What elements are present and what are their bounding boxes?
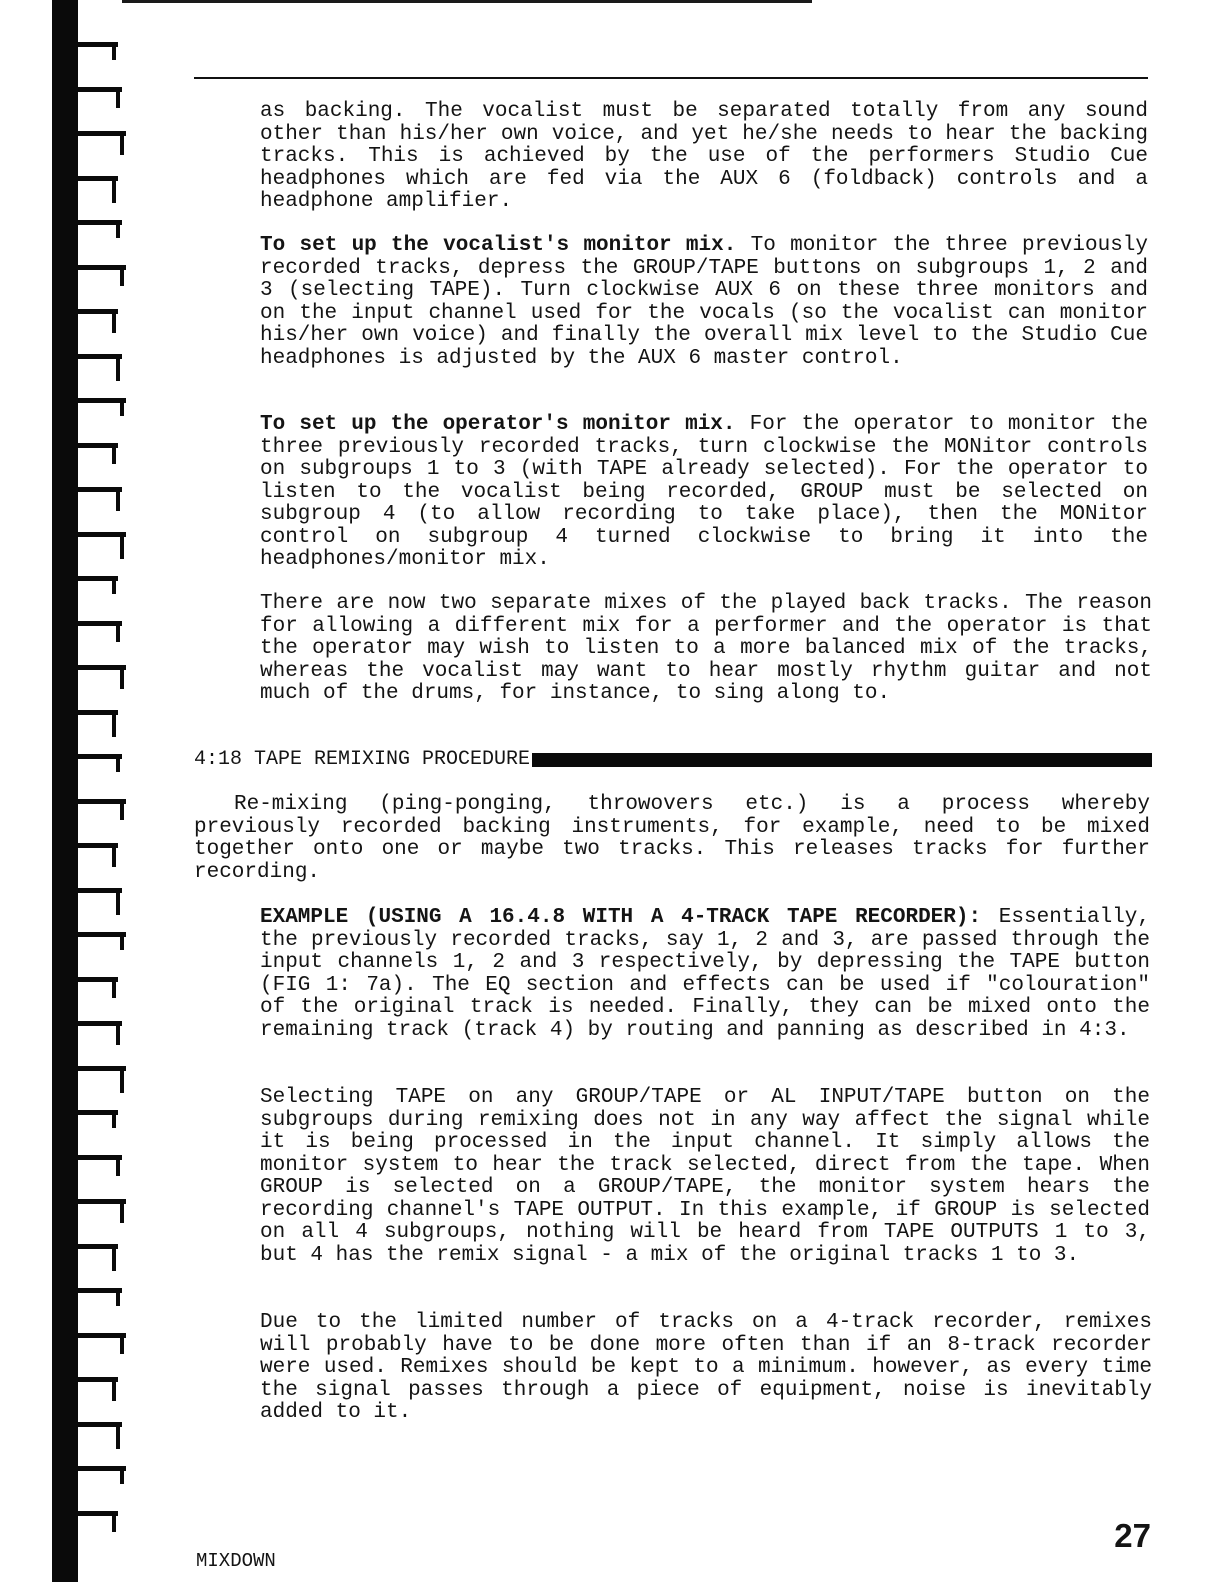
footer-label: MIXDOWN: [196, 1550, 276, 1572]
binding-coil-tail: [116, 224, 120, 238]
binding-coil-tail: [112, 447, 116, 464]
binding-spine: [52, 0, 78, 1582]
vocalist-mix-body: To monitor the three previously recorded tracks, depress the GROUP/TAPE buttons on subgroups 1, 2 and 3 (selecting TAPE). Turn clockwise AUX 6 on these three monitors and on the input channel used for the vocals (so the vocalist can monitor his/her own voice) and finally the overall mix level to the Studio Cue headphones is adjusted by the AUX 6 master control.: [260, 234, 1148, 370]
binding-coil: [74, 487, 122, 492]
binding-coil: [74, 354, 122, 359]
binding-coil: [74, 532, 126, 537]
vocalist-mix-heading: To set up the vocalist's monitor mix.: [260, 234, 737, 257]
binding-coil-tail: [112, 1114, 116, 1128]
binding-coil-tail: [116, 1025, 120, 1045]
binding-coil-tail: [112, 1515, 116, 1532]
binding-coil: [74, 1333, 126, 1338]
binding-coil-tail: [120, 1070, 124, 1093]
binding-coil-tail: [116, 625, 120, 642]
binding-coil-tail: [120, 402, 124, 416]
binding-coil-tail: [116, 892, 120, 915]
binding-coil: [74, 87, 122, 92]
section-heading: [194, 749, 1152, 771]
operator-mix-body: For the operator to monitor the three previously recorded tracks, turn clockwise the MONitor controls on subgroups 1 to 3 (with TAPE already selected). For the operator to listen to the vocalist being recorded, GROUP must be selected on subgroup 4 (to allow recording to take place), then the MONitor control on subgroup 4 turned clockwise to bring it into the headphones/monitor mix.: [260, 413, 1149, 571]
binding-coil: [74, 754, 122, 759]
binding-coil-tail: [120, 803, 124, 820]
binding-coil: [74, 1199, 126, 1204]
binding-coil-tail: [112, 981, 116, 998]
binding-coil-tail: [116, 758, 120, 772]
binding-coil-tail: [112, 46, 116, 60]
example-heading: EXAMPLE (USING A 16.4.8 WITH A 4-TRACK TAPE RECORDER):: [260, 906, 982, 929]
binding-coil: [74, 265, 126, 270]
binding-coil: [74, 220, 122, 225]
binding-coil-tail: [112, 847, 116, 867]
section-heading-text: 4:18 TAPE REMIXING PROCEDURE: [194, 748, 531, 771]
binding-coil: [74, 932, 126, 937]
example-body: Essentially, the previously recorded tracks, say 1, 2 and 3, are passed through the input channels 1, 2 and 3 respectively, by depressing the TAPE button (FIG 1: 7a). The EQ section and effects can be used if "colouration" of the original track is needed. Finally, they can be mixed onto the remaining track (track 4) by routing and panning as described in 4:3.: [260, 906, 1151, 1042]
binding-coil-tail: [112, 580, 116, 594]
binding-coil-tail: [116, 1159, 120, 1176]
binding-coil-tail: [120, 269, 124, 286]
binding-coil-tail: [116, 1292, 120, 1306]
binding-coil-tail: [112, 1248, 116, 1271]
binding-coil: [74, 665, 126, 670]
binding-coil: [74, 131, 126, 136]
binding-coil-tail: [120, 936, 124, 950]
binding-coil-tail: [112, 1381, 116, 1401]
operator-mix-heading: To set up the operator's monitor mix.: [260, 413, 736, 436]
binding-coil-tail: [112, 180, 116, 203]
binding-coil: [74, 1155, 122, 1160]
binding-coil: [74, 1066, 126, 1071]
binding-coil-tail: [116, 1426, 120, 1449]
binding-coil: [74, 1422, 122, 1427]
binding-coil: [74, 1021, 122, 1026]
binding-coil: [74, 398, 126, 403]
spiral-binding: [52, 0, 122, 1582]
paragraph-selecting-tape: Selecting TAPE on any GROUP/TAPE or AL INPUT/TAPE button on the subgroups during remixing does not in any way affect the signal while it is being processed in the input channel. It simply allows the monitor system to hear the track selected, direct from the tape. When GROUP is selected on a GROUP/TAPE, the monitor system hears the recording channel's TAPE OUTPUT. In this example, if GROUP is selected on all 4 subgroups, nothing will be heard from TAPE OUTPUTS 1 to 3, but 4 has the remix signal - a mix of the original tracks 1 to 3.: [260, 1086, 1150, 1267]
section-heading-bar: [532, 753, 1152, 767]
binding-coil: [74, 799, 126, 804]
paragraph-two-mixes: There are now two separate mixes of the played back tracks. The reason for allowing a different mix for a performer and the operator is that the operator may wish to listen to a more balanced mix of the tracks, whereas the vocalist may want to hear mostly rhythm guitar and not much of the drums, for instance, to sing along to.: [260, 592, 1152, 705]
binding-coil-tail: [120, 536, 124, 559]
binding-coil-tail: [112, 313, 116, 333]
binding-coil: [74, 888, 122, 893]
binding-coil: [74, 621, 122, 626]
paragraph-operator-monitor-mix: [260, 414, 1148, 572]
binding-coil-tail: [116, 491, 120, 511]
binding-coil-tail: [116, 91, 120, 108]
binding-coil-tail: [120, 1470, 124, 1484]
paragraph-backing: as backing. The vocalist must be separated totally from any sound other than his/her own voice, and yet he/she needs to hear the backing tracks. This is achieved by the use of the performers Studio Cue headphones which are fed via the AUX 6 (foldback) controls and a headphone amplifier.: [260, 100, 1148, 213]
binding-coil-tail: [120, 1203, 124, 1223]
paragraph-remixing-intro: Re-mixing (ping-ponging, throwovers etc.) is a process whereby previously recorded backing instruments, for example, need to be mixed together onto one or maybe two tracks. This releases tracks for further recording.: [194, 793, 1150, 884]
binding-coil-tail: [116, 358, 120, 381]
page-number: 27: [1114, 1517, 1151, 1554]
binding-coil-tail: [120, 135, 124, 155]
paragraph-vocalist-monitor-mix: [260, 235, 1148, 370]
binding-coil: [74, 1466, 126, 1471]
header-rule: [194, 77, 1148, 79]
binding-coil-tail: [120, 1337, 124, 1354]
scan-edge: [52, 0, 812, 3]
paragraph-limited-tracks: Due to the limited number of tracks on a 4-track recorder, remixes will probably have to be done more often than if an 8-track recorder were used. Remixes should be kept to a minimum. however, as every time the signal passes through a piece of equipment, noise is inevitably added to it.: [260, 1311, 1152, 1424]
binding-coil-tail: [112, 714, 116, 737]
binding-coil: [74, 1288, 122, 1293]
binding-coil-tail: [120, 669, 124, 689]
paragraph-example: [260, 907, 1150, 1042]
